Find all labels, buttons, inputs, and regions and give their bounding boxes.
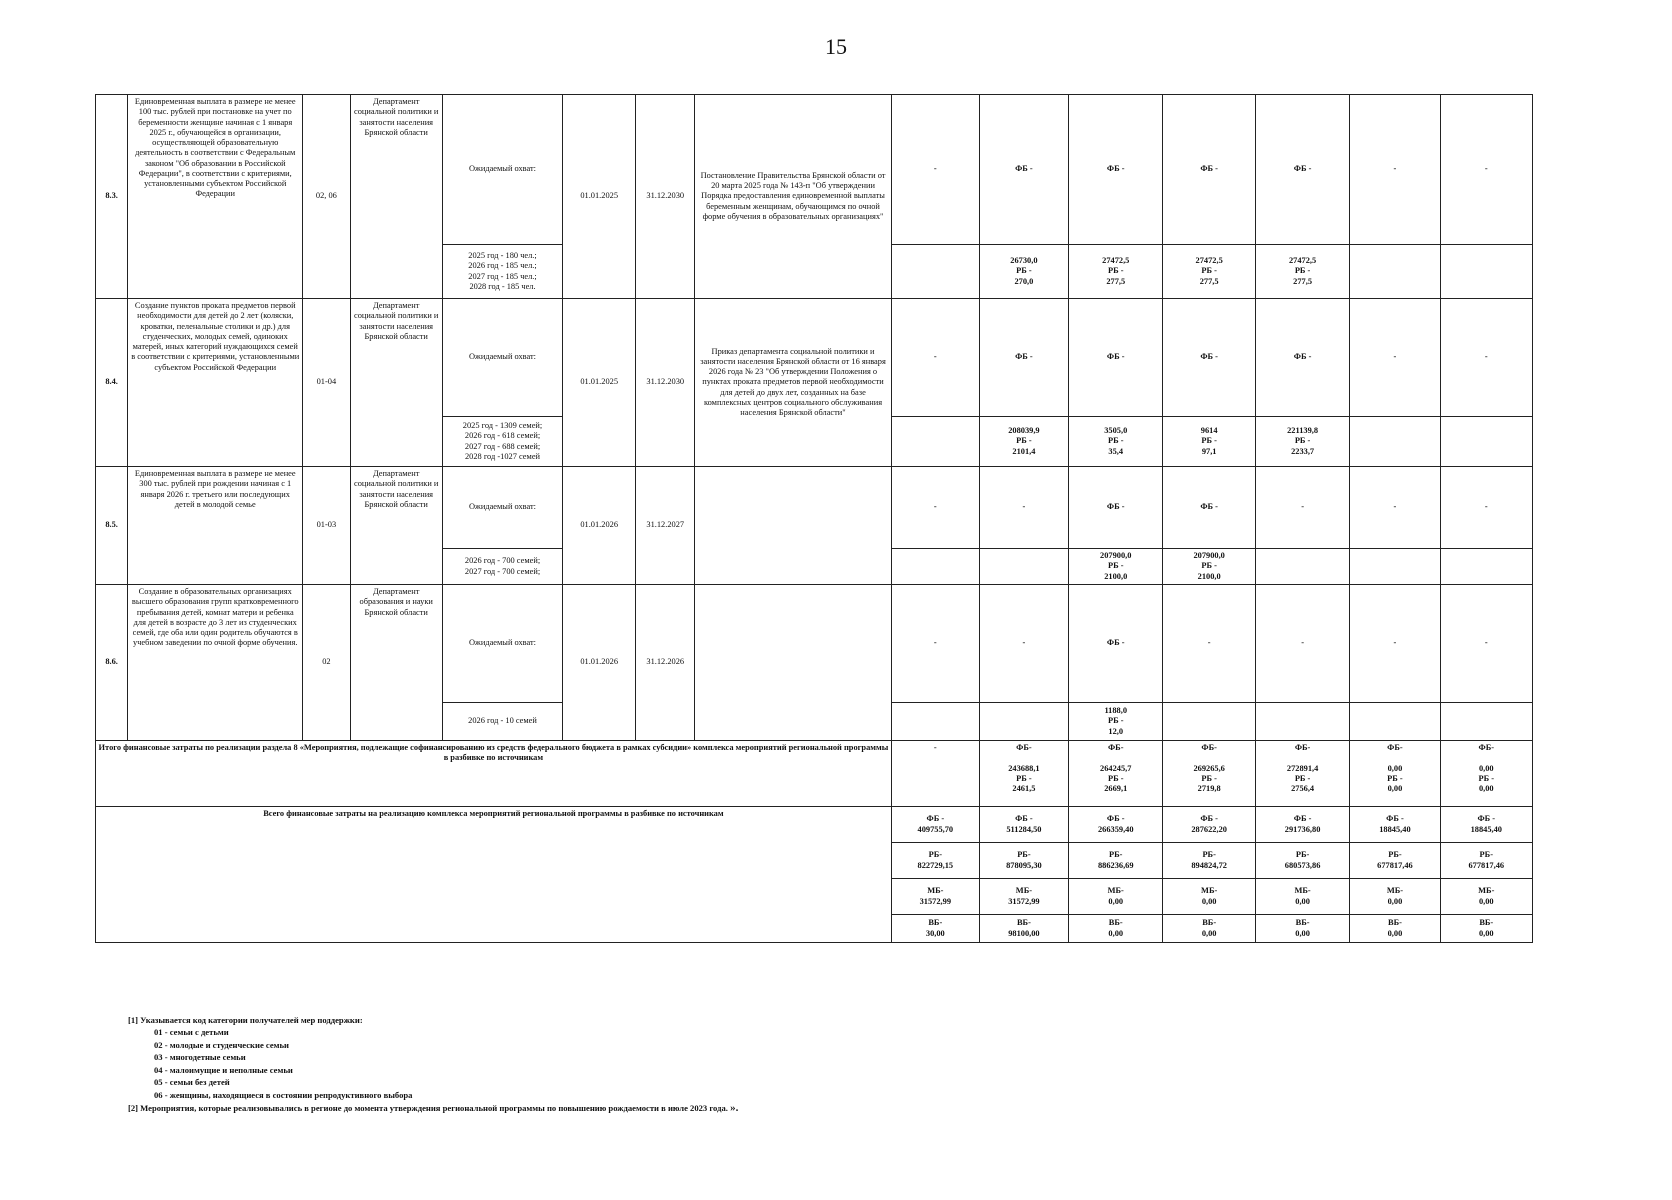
funding-source-cell: ФБ - xyxy=(979,299,1068,417)
measure-description: Создание в образовательных организациях высшего образования групп кратковременного пребывания детей, комнат матери и ребенка для детей в возрасте до 3 лет из студенческих семей, где оба или один родитель обучаются в учебном заведении по очной форме обучения. xyxy=(128,585,303,741)
funding-source-cell: - xyxy=(1163,585,1255,703)
funding-amount-cell xyxy=(1440,245,1532,299)
category-code-1: 02 - молодые и студенческие семьи xyxy=(154,1039,289,1050)
funding-amount-cell xyxy=(979,549,1068,585)
funding-amount-cell xyxy=(1255,549,1350,585)
grand-total-rb-value: РБ- 677817,46 xyxy=(1440,843,1532,879)
category-code-3: 04 - малоимущие и неполные семьи xyxy=(154,1064,293,1075)
grand-total-mb-value: МБ- 31572,99 xyxy=(979,879,1068,915)
funding-amount-cell: 207900,0 РБ - 2100,0 xyxy=(1163,549,1255,585)
funding-amount-cell: 221139,8 РБ - 2233,7 xyxy=(1255,417,1350,467)
grand-total-vb-value: ВБ- 0,00 xyxy=(1255,915,1350,943)
grand-total-fb-value: ФБ - 287622,20 xyxy=(1163,807,1255,843)
end-date: 31.12.2026 xyxy=(636,585,695,741)
section-total-value: ФБ- 272891,4 РБ - 2756,4 xyxy=(1255,741,1350,807)
coverage-line: 2026 год - 618 семей; xyxy=(464,431,541,441)
category-code-2: 03 - многодетные семьи xyxy=(154,1052,246,1063)
funding-amount-cell: 27472,5 РБ - 277,5 xyxy=(1255,245,1350,299)
coverage-line: 2026 год - 10 семей xyxy=(468,716,537,726)
section-total-value: ФБ- 0,00 РБ - 0,00 xyxy=(1350,741,1440,807)
start-date: 01.01.2025 xyxy=(563,299,636,467)
section-total-value: ФБ- 243688,1 РБ - 2461,5 xyxy=(979,741,1068,807)
coverage-lines xyxy=(442,549,562,585)
grand-total-rb-value: РБ- 878095,30 xyxy=(979,843,1068,879)
funding-amount-cell: 27472,5 РБ - 277,5 xyxy=(1068,245,1163,299)
funding-source-cell: ФБ - xyxy=(1068,95,1163,245)
start-date: 01.01.2026 xyxy=(563,467,636,585)
category-code-5: 06 - женщины, находящиеся в состоянии репродуктивного выбора xyxy=(154,1089,413,1100)
funding-source-cell: - xyxy=(891,467,979,549)
grand-total-fb-value: ФБ - 18845,40 xyxy=(1440,807,1532,843)
funding-amount-cell xyxy=(1350,245,1440,299)
coverage-lines xyxy=(442,245,562,299)
grand-total-mb-value: МБ- 0,00 xyxy=(1440,879,1532,915)
section-total-row xyxy=(96,741,1533,807)
coverage-label: Ожидаемый охват: xyxy=(442,299,562,417)
grand-total-rb-value: РБ- 886236,69 xyxy=(1068,843,1163,879)
legal-basis: Приказ департамента социальной политики и занятости населения Брянской области от 16 января 2026 года № 23 "Об утверждении Положения о пунктах проката предметов первой необходимости для детей до двух лет, созданных на базе комплексных центров социального обслуживания населения Брянской области" xyxy=(695,299,892,467)
funding-source-cell: - xyxy=(1255,585,1350,703)
coverage-label: Ожидаемый охват: xyxy=(442,585,562,703)
grand-total-mb-value: МБ- 31572,99 xyxy=(891,879,979,915)
funding-amount-cell xyxy=(1163,703,1255,741)
coverage-label: Ожидаемый охват: xyxy=(442,467,562,549)
executor: Департамент социальной политики и занятости населения Брянской области xyxy=(350,299,442,467)
measure-description: Единовременная выплата в размере не менее 100 тыс. рублей при постановке на учет по беременности женщине начиная с 1 января 2025 г., обучающейся в организации, осуществляющей образовательную деятельность в соответствии с Федеральным законом "Об образовании в Российской Федерации", в соответствии с критериями, установленными субъектом Российской Федерации xyxy=(128,95,303,299)
section-total-value: - xyxy=(891,741,979,807)
funding-source-cell: ФБ - xyxy=(979,95,1068,245)
executor: Департамент социальной политики и занятости населения Брянской области xyxy=(350,467,442,585)
grand-total-rb-value: РБ- 894824,72 xyxy=(1163,843,1255,879)
coverage-lines xyxy=(442,417,562,467)
funding-amount-cell xyxy=(1350,417,1440,467)
funding-source-cell: - xyxy=(1440,299,1532,417)
funding-amount-cell: 1188,0 РБ - 12,0 xyxy=(1068,703,1163,741)
measures-table xyxy=(95,94,1533,943)
section-total-value: ФБ- 0,00 РБ - 0,00 xyxy=(1440,741,1532,807)
grand-total-vb-value: ВБ- 0,00 xyxy=(1068,915,1163,943)
grand-total-vb-value: ВБ- 0,00 xyxy=(1163,915,1255,943)
start-date: 01.01.2026 xyxy=(563,585,636,741)
category-code: 02 xyxy=(303,585,350,741)
funding-source-cell: - xyxy=(1440,585,1532,703)
coverage-line: 2025 год - 1309 семей; xyxy=(462,421,543,430)
measure-description: Единовременная выплата в размере не менее 300 тыс. рублей при рождении начиная с 1 января 2026 г. третьего или последующих детей в молодой семье xyxy=(128,467,303,585)
grand-total-vb-value: ВБ- 0,00 xyxy=(1350,915,1440,943)
footnote-1-title: [1] Указывается код категории получателей мер поддержки: xyxy=(128,1015,363,1025)
funding-amount-cell xyxy=(979,703,1068,741)
coverage-line: 2025 год - 180 чел.; xyxy=(468,251,537,260)
category-code-0: 01 - семьи с детьми xyxy=(154,1027,229,1038)
footnotes xyxy=(128,1014,738,1117)
grand-total-mb-value: МБ- 0,00 xyxy=(1350,879,1440,915)
funding-amount-cell: 208039,9 РБ - 2101,4 xyxy=(979,417,1068,467)
funding-amount-cell xyxy=(1440,549,1532,585)
grand-total-fb-value: ФБ - 511284,50 xyxy=(979,807,1068,843)
end-date: 31.12.2027 xyxy=(636,467,695,585)
measure-number: 8.5. xyxy=(96,467,128,585)
grand-total-label: Всего финансовые затраты на реализацию комплекса мероприятий региональной программы в разбивке по источникам xyxy=(96,807,892,943)
funding-amount-cell xyxy=(1440,703,1532,741)
section-total-value: ФБ- 264245,7 РБ - 2669,1 xyxy=(1068,741,1163,807)
measure-description: Создание пунктов проката предметов первой необходимости для детей до 2 лет (коляски, кроватки, пеленальные столики и др.) для студенческих, молодых семей, одиноких матерей, иных категорий нуждающихся семей в соответствии с критериями, установленными субъектом Российской Федерации xyxy=(128,299,303,467)
funding-amount-cell: 3505,0 РБ - 35,4 xyxy=(1068,417,1163,467)
legal-basis: Постановление Правительства Брянской области от 20 марта 2025 года № 143-п "Об утверждении Порядка предоставления единовременной выплаты беременным женщинам, обучающимся по очной форме обучения в образовательных организациях" xyxy=(695,95,892,299)
coverage-lines xyxy=(442,703,562,741)
funding-source-cell: - xyxy=(1440,95,1532,245)
section-total-label: Итого финансовые затраты по реализации раздела 8 «Мероприятия, подлежащие софинансированию из средств федерального бюджета в рамках субсидии» комплекса мероприятий региональной программы в разбивке по источникам xyxy=(96,741,892,807)
grand-total-rb-value: РБ- 822729,15 xyxy=(891,843,979,879)
footnote-2 xyxy=(128,1101,738,1117)
funding-amount-cell xyxy=(891,549,979,585)
grand-total-fb-value: ФБ - 409755,70 xyxy=(891,807,979,843)
table-row xyxy=(96,299,1533,417)
funding-source-cell: - xyxy=(1350,95,1440,245)
executor: Департамент социальной политики и занятости населения Брянской области xyxy=(350,95,442,299)
start-date: 01.01.2025 xyxy=(563,95,636,299)
funding-amount-cell xyxy=(1255,703,1350,741)
funding-amount-cell: 26730,0 РБ - 270,0 xyxy=(979,245,1068,299)
category-code: 01-04 xyxy=(303,299,350,467)
funding-source-cell: - xyxy=(1350,585,1440,703)
legal-basis xyxy=(695,467,892,585)
category-code: 02, 06 xyxy=(303,95,350,299)
grand-total-rb-value: РБ- 677817,46 xyxy=(1350,843,1440,879)
funding-amount-cell: 9614 РБ - 97,1 xyxy=(1163,417,1255,467)
grand-total-rb-value: РБ- 680573,86 xyxy=(1255,843,1350,879)
funding-source-cell: ФБ - xyxy=(1163,95,1255,245)
funding-source-cell: ФБ - xyxy=(1255,299,1350,417)
funding-source-cell: ФБ - xyxy=(1255,95,1350,245)
table-row xyxy=(96,95,1533,245)
footnote-2-text: [2] Мероприятия, которые реализовывались в регионе до момента утверждения региональной программы по повышению рождаемости в июле 2023 года. xyxy=(128,1103,728,1114)
funding-source-cell: - xyxy=(891,299,979,417)
grand-total-fb-value: ФБ - 18845,40 xyxy=(1350,807,1440,843)
funding-amount-cell xyxy=(891,245,979,299)
funding-source-cell: - xyxy=(1255,467,1350,549)
category-code-4: 05 - семьи без детей xyxy=(154,1077,230,1088)
funding-source-cell: - xyxy=(1350,467,1440,549)
page-number: 15 xyxy=(825,34,847,59)
funding-amount-cell xyxy=(1440,417,1532,467)
grand-total-row xyxy=(96,807,1533,843)
coverage-line: 2027 год - 700 семей; xyxy=(464,566,541,576)
executor: Департамент образования и науки Брянской области xyxy=(350,585,442,741)
grand-total-mb-value: МБ- 0,00 xyxy=(1255,879,1350,915)
grand-total-mb-value: МБ- 0,00 xyxy=(1163,879,1255,915)
coverage-label: Ожидаемый охват: xyxy=(442,95,562,245)
funding-source-cell: ФБ - xyxy=(1068,585,1163,703)
grand-total-fb-value: ФБ - 266359,40 xyxy=(1068,807,1163,843)
end-date: 31.12.2030 xyxy=(636,299,695,467)
grand-total-vb-value: ВБ- 0,00 xyxy=(1440,915,1532,943)
funding-amount-cell: 207900,0 РБ - 2100,0 xyxy=(1068,549,1163,585)
coverage-line: 2028 год - 185 чел. xyxy=(469,281,536,291)
funding-source-cell: ФБ - xyxy=(1163,299,1255,417)
funding-source-cell: - xyxy=(891,585,979,703)
footnote-2-mark: ». xyxy=(730,1102,739,1115)
table-row xyxy=(96,467,1533,549)
measure-number: 8.6. xyxy=(96,585,128,741)
coverage-line: 2027 год - 688 семей; xyxy=(464,441,541,451)
section-total-value: ФБ- 269265,6 РБ - 2719,8 xyxy=(1163,741,1255,807)
funding-amount-cell xyxy=(1350,703,1440,741)
funding-source-cell: ФБ - xyxy=(1163,467,1255,549)
funding-amount-cell xyxy=(1350,549,1440,585)
coverage-line: 2026 год - 700 семей; xyxy=(464,556,541,566)
funding-source-cell: - xyxy=(1350,299,1440,417)
grand-total-mb-value: МБ- 0,00 xyxy=(1068,879,1163,915)
grand-total-fb-value: ФБ - 291736,80 xyxy=(1255,807,1350,843)
funding-source-cell: - xyxy=(1440,467,1532,549)
funding-amount-cell xyxy=(891,417,979,467)
grand-total-vb-value: ВБ- 98100,00 xyxy=(979,915,1068,943)
category-code: 01-03 xyxy=(303,467,350,585)
table-row xyxy=(96,585,1533,703)
measure-number: 8.3. xyxy=(96,95,128,299)
funding-source-cell: - xyxy=(979,467,1068,549)
measure-number: 8.4. xyxy=(96,299,128,467)
end-date: 31.12.2030 xyxy=(636,95,695,299)
grand-total-vb-value: ВБ- 30,00 xyxy=(891,915,979,943)
funding-source-cell: - xyxy=(979,585,1068,703)
coverage-line: 2028 год -1027 семей xyxy=(464,451,541,461)
funding-source-cell: - xyxy=(891,95,979,245)
funding-source-cell: ФБ - xyxy=(1068,299,1163,417)
funding-amount-cell xyxy=(891,703,979,741)
coverage-line: 2027 год - 185 чел.; xyxy=(468,271,537,281)
coverage-line: 2026 год - 185 чел.; xyxy=(468,261,537,271)
legal-basis xyxy=(695,585,892,741)
funding-source-cell: ФБ - xyxy=(1068,467,1163,549)
funding-amount-cell: 27472,5 РБ - 277,5 xyxy=(1163,245,1255,299)
